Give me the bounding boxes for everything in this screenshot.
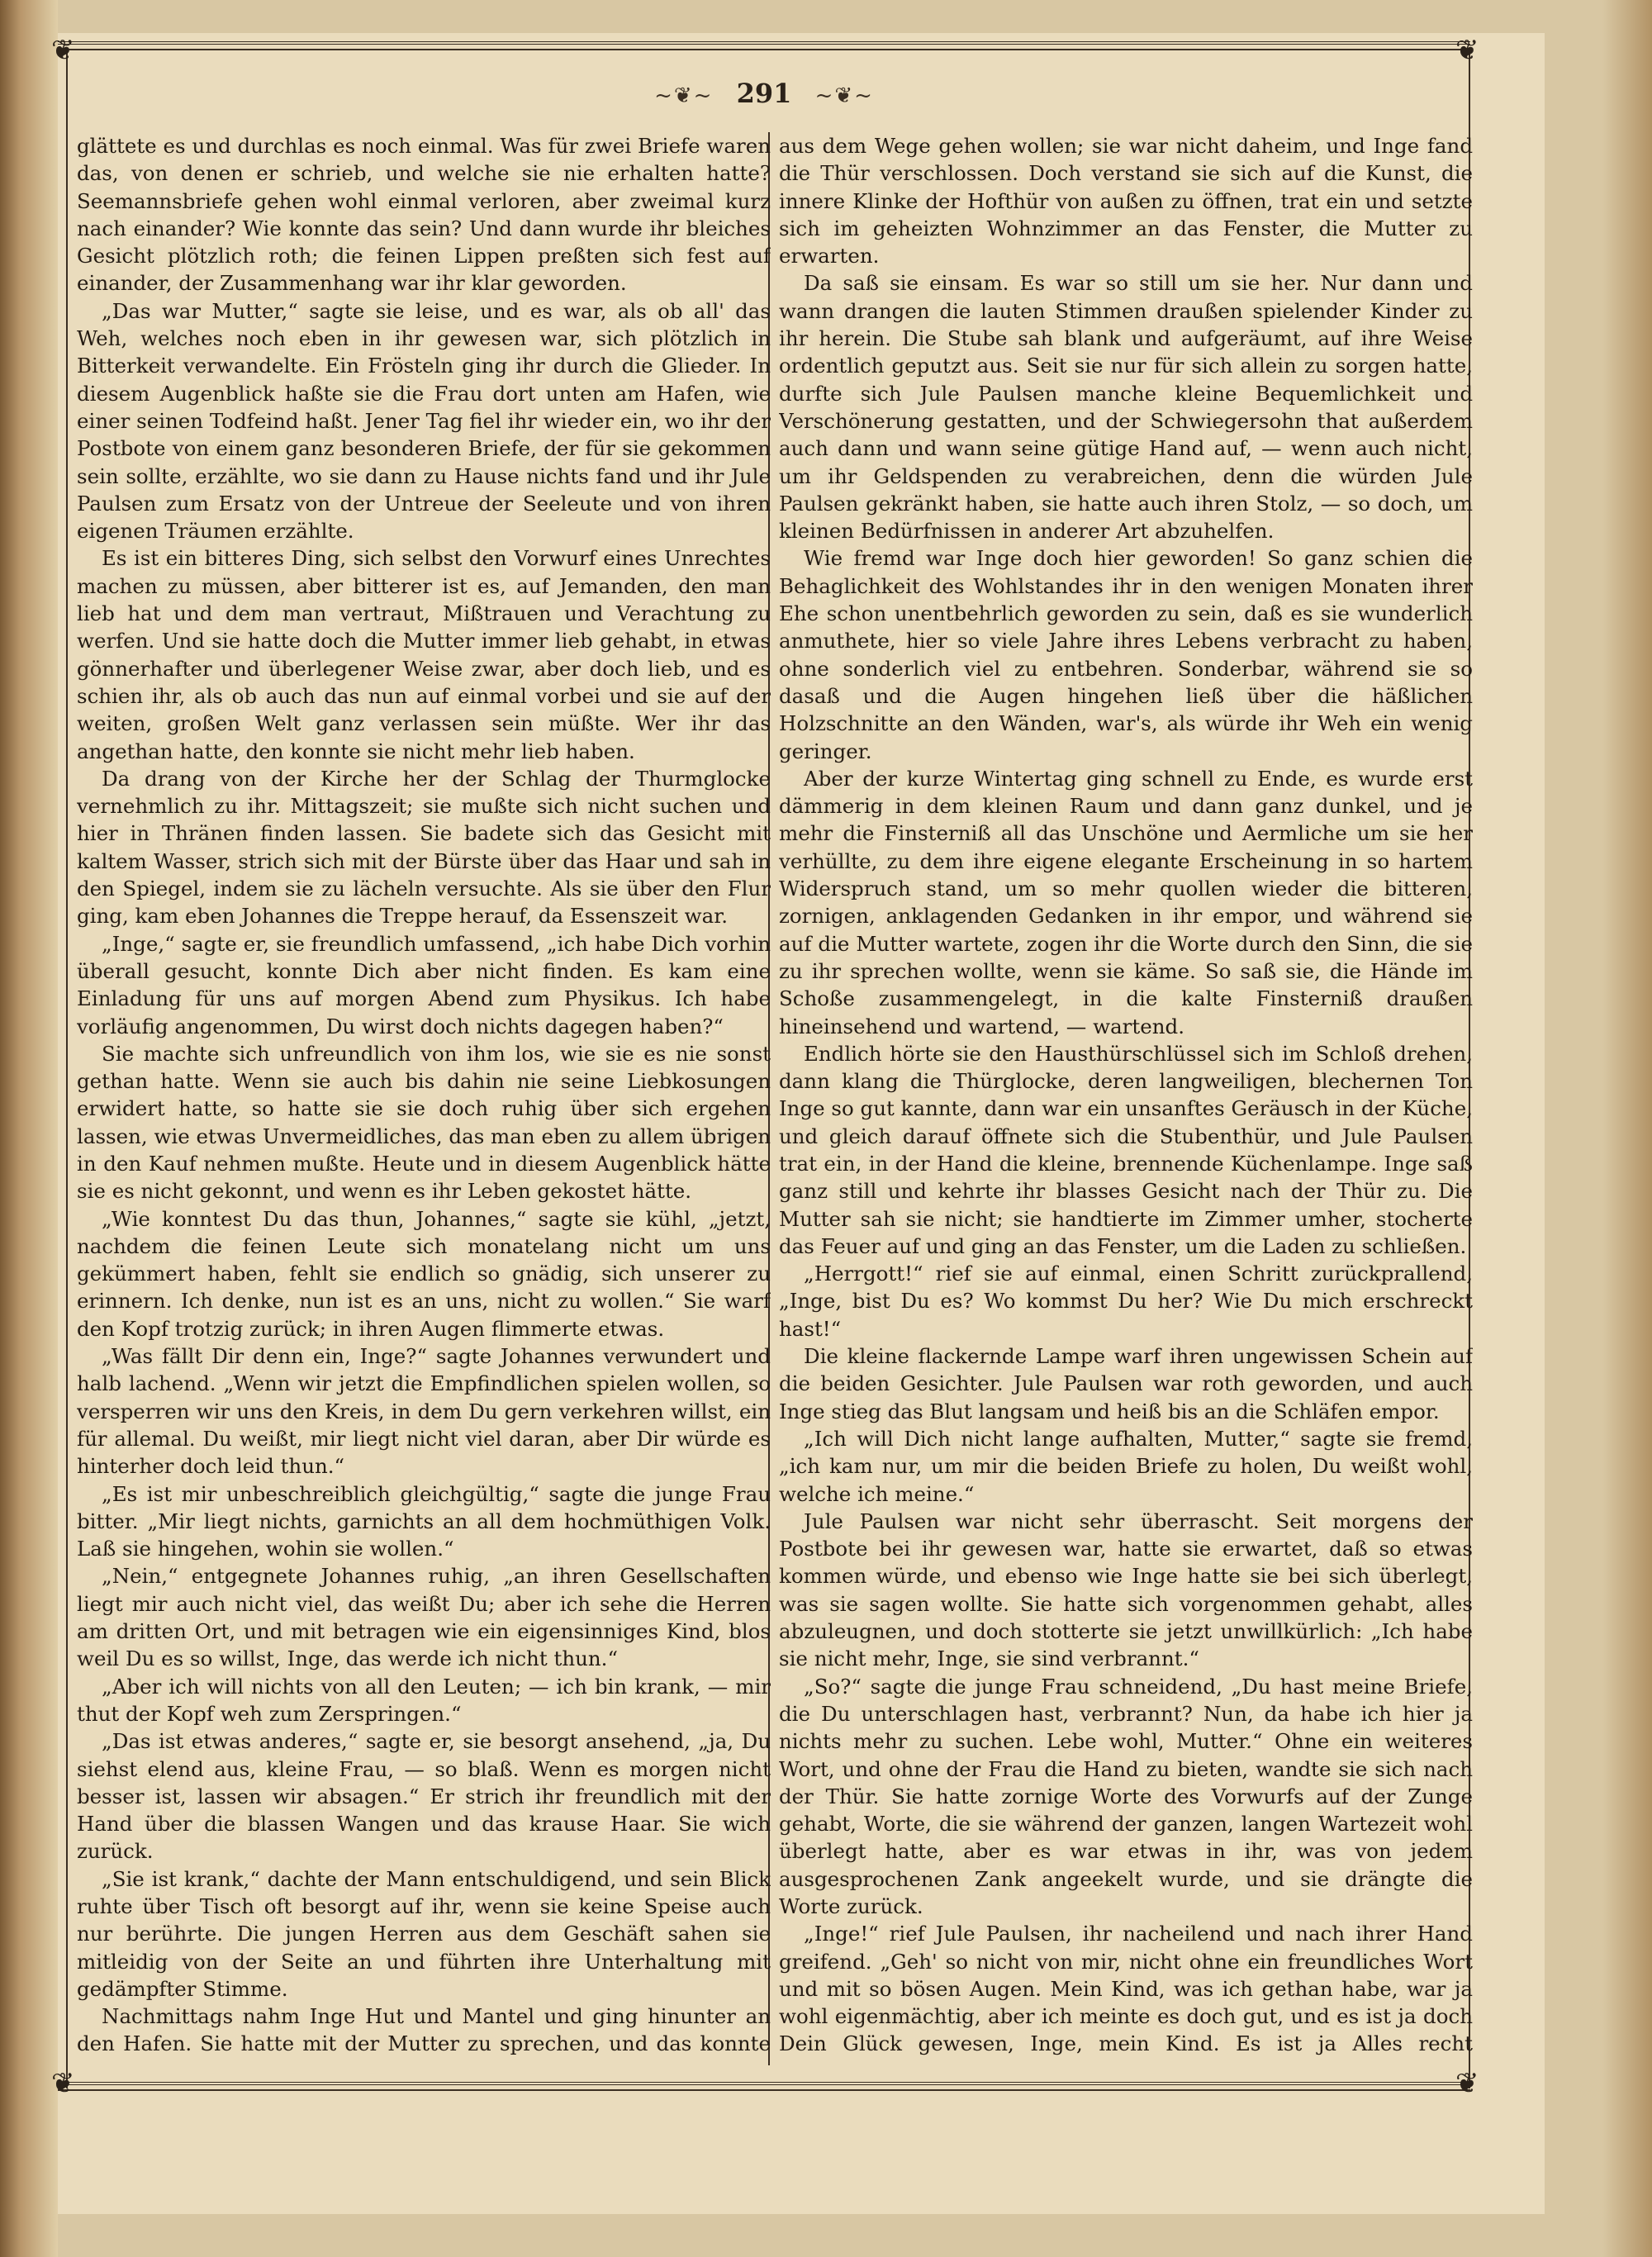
paragraph: „Aber ich will nichts von all den Leuten; — ich bin krank, — mir thut der Kopf weh zum Zerspringen.“ (77, 1674, 771, 1726)
paragraph: Aber der kurze Wintertag ging schnell zu Ende, es wurde erst dämmerig in dem kleinen Raum und dann ganz dunkel, und je mehr die Finsterniß all das Unschöne und Aermliche um sie her verhüllte, zu dem ihre eigene elegante Erscheinung in so hartem Widerspruch stand, um so mehr quollen wieder die bitteren, zornigen, anklagenden Gedanken in ihr empor, und während sie auf die Mutter wartete, zogen ihr die Worte durch den Sinn, die sie zu ihr sprechen wollte, wenn sie käme. So saß sie, die Hände im Schoße zusammengelegt, in die kalte Finsterniß draußen hineinsehend und wartend, — wartend. (779, 766, 1473, 1038)
bottom-rule (58, 2082, 1470, 2091)
paragraph: Da saß sie einsam. Es war so still um sie her. Nur dann und wann drangen die lauten Stimmen draußen spielender Kinder zu ihr herein. Die Stube sah blank und aufgeräumt, auf ihre Weise ordentlich geputzt aus. Seit sie nur für sich allein zu sorgen hatte, durfte sich Jule Paulsen manche kleine Bequemlichkeit und Verschönerung gestatten, und der Schwiegersohn that außerdem auch dann und wann seine gütige Hand auf, — wenn auch nicht, um ihr Geldspenden zu verabreichen, denn die würden Jule Paulsen gekränkt haben, sie hatte auch ihren Stolz, — so doch, um kleinen Bedürfnissen in anderer Art abzuhelfen. (779, 271, 1473, 544)
paragraph: „Ich will Dich nicht lange aufhalten, Mutter,“ sagte sie fremd, „ich kam nur, um mir die beiden Briefe zu holen, Du weißt wohl, welche ich meine.“ (779, 1426, 1473, 1506)
page-number: 291 (736, 78, 792, 109)
page-edge (1602, 0, 1652, 2257)
paragraph: „Was fällt Dir denn ein, Inge?“ sagte Johannes verwundert und halb lachend. „Wenn wir jetzt die Empfindlichen spielen wollen, so versperren wir uns den Kreis, in dem Du gern verkehren willst, ein für allemal. Du weißt, mir liegt nicht viel daran, aber Dir würde es hinterher doch leid thun.“ (77, 1344, 771, 1479)
paragraph: aus dem Wege gehen wollen; sie war nicht daheim, und Inge fand die Thür verschlossen. Doch verstand sie sich auf die Kunst, die innere Klinke der Hofthür von außen zu öffnen, trat ein und setzte sich im geheizten Wohnzimmer an das Fenster, die Mutter zu erwarten. (779, 134, 1473, 268)
corner-ornament-icon: ❦ (51, 34, 75, 67)
header-ornament-left: ~❦~ (654, 83, 714, 108)
paragraph: „Wie konntest Du das thun, Johannes,“ sagte sie kühl, „jetzt, nachdem die feinen Leute sich monatelang nicht um uns gekümmert haben, fehlt sie endlich so gnädig, sich unserer zu erinnern. Ich denke, nun ist es an uns, nicht zu wollen.“ Sie warf den Kopf trotzig zurück; in ihren Augen flimmerte etwas. (77, 1206, 771, 1341)
paragraph: Die kleine flackernde Lampe warf ihren ungewissen Schein auf die beiden Gesichter. Jule Paulsen war roth geworden, und auch Inge stieg das Blut langsam und heiß bis an die Schläfen empor. (779, 1344, 1473, 1423)
left-column (77, 132, 771, 2057)
left-rule (66, 48, 68, 2088)
top-rule (58, 41, 1470, 50)
paragraph: „So?“ sagte die junge Frau schneidend, „Du hast meine Briefe, die Du unterschlagen hast, verbrannt? Nun, da habe ich hier ja nichts mehr zu suchen. Lebe wohl, Mutter.“ Ohne ein weiteres Wort, und ohne der Frau die Hand zu bieten, wandte sie sich nach der Thür. Sie hatte zornige Worte des Vorwurfs auf der Zunge gehabt, Worte, die sie während der ganzen, langen Wartezeit wohl überlegt hatte, aber es war etwas in ihr, was von jedem ausgesprochenen Zank angeekelt wurde, und sie drängte die Worte zurück. (779, 1674, 1473, 1918)
corner-ornament-icon: ❦ (1455, 34, 1479, 67)
right-column (779, 132, 1473, 2057)
page-header (58, 78, 1470, 109)
paragraph: „Es ist mir unbeschreiblich gleichgültig,“ sagte die junge Frau bitter. „Mir liegt nichts, garnichts an all dem hochmüthigen Volk. Laß sie hingehen, wohin sie wollen.“ (77, 1481, 771, 1561)
paragraph: Nachmittags nahm Inge Hut und Mantel und ging hinunter an den Hafen. Sie hatte mit der Mutter zu sprechen, und das konnte (77, 2004, 771, 2056)
paragraph: „Nein,“ entgegnete Johannes ruhig, „an ihren Gesellschaften liegt mir auch nicht viel, das weißt Du; aber ich sehe die Herren am dritten Ort, und mit betragen wie ein eigensinniges Kind, blos weil Du es so willst, Inge, das werde ich nicht thun.“ (77, 1564, 771, 1671)
paragraph: „Sie ist krank,“ dachte der Mann entschuldigend, und sein Blick ruhte über Tisch oft besorgt auf ihr, wenn sie keine Speise auch nur berührte. Die jungen Herren aus dem Geschäft sahen sie mitleidig von der Seite an und führten ihre Unterhaltung mit gedämpfter Stimme. (77, 1866, 771, 2001)
paragraph: „Das war Mutter,“ sagte sie leise, und es war, als ob all' das Weh, welches noch eben in ihr gewesen war, sich plötzlich in Bitterkeit verwandelte. Ein Frösteln ging ihr durch die Glieder. In diesem Augenblick haßte sie die Frau dort unten am Hafen, wie einer seinen Todfeind haßt. Jener Tag fiel ihr wieder ein, wo ihr der Postbote von einem ganz besonderen Briefe, der für sie gekommen sein sollte, erzählte, wo sie dann zu Hause nichts fand und ihr Jule Paulsen zum Ersatz von der Untreue der Seeleute und von ihren eigenen Träumen erzählte. (77, 298, 771, 544)
paragraph: Wie fremd war Inge doch hier geworden! So ganz schien die Behaglichkeit des Wohlstandes ihr in den wenigen Monaten ihrer Ehe schon unentbehrlich geworden zu sein, daß es sie wunderlich anmuthete, hier so viele Jahre ihres Lebens verbracht zu haben, ohne sonderlich viel zu entbehren. Sonderbar, während sie so dasaß und die Augen hingehen ließ über die häßlichen Holzschnitte an den Wänden, war's, als würde ihr Weh ein wenig geringer. (779, 546, 1473, 763)
paragraph: „Inge,“ sagte er, sie freundlich umfassend, „ich habe Dich vorhin überall gesucht, konnte Dich aber nicht finden. Es kam eine Einladung für uns auf morgen Abend zum Physikus. Ich habe vorläufig angenommen, Du wirst doch nichts dagegen haben?“ (77, 931, 771, 1038)
paragraph: Jule Paulsen war nicht sehr überrascht. Seit morgens der Postbote bei ihr gewesen war, hatte sie erwartet, daß so etwas kommen würde, und ebenso wie Inge hatte sie bei sich überlegt, was sie sagen wollte. Sie hatte sich vorgenommen gehabt, alles abzuleugnen, und doch stotterte sie jetzt unwillkürlich: „Ich habe sie nicht mehr, Inge, sie sind verbrannt.“ (779, 1509, 1473, 1671)
corner-ornament-icon: ❦ (1455, 2067, 1479, 2100)
header-ornament-right: ~❦~ (814, 83, 874, 108)
paragraph: Sie machte sich unfreundlich von ihm los, wie sie es nie sonst gethan hatte. Wenn sie auch bis dahin nie seine Liebkosungen erwidert hatte, so hatte sie sie doch ruhig über sich ergehen lassen, wie etwas Unvermeidliches, das man eben zu allem übrigen in den Kauf nehmen mußte. Heute und in diesem Augenblick hätte sie es nicht gekonnt, und wenn es ihr Leben gekostet hätte. (77, 1041, 771, 1204)
paragraph: „Inge!“ rief Jule Paulsen, ihr nacheilend und nach ihrer Hand greifend. „Geh' so nicht von mir, nicht ohne ein freundliches Wort und mit so bösen Augen. Mein Kind, was ich gethan habe, war ja wohl eigenmächtig, aber ich meinte es doch gut, und es ist ja doch Dein Glück gewesen, Inge, mein Kind. Es ist ja Alles recht (779, 1922, 1473, 2056)
corner-ornament-icon: ❦ (51, 2067, 75, 2100)
paragraph: Endlich hörte sie den Hausthürschlüssel sich im Schloß drehen, dann klang die Thürglocke, deren langweiligen, blechernen Ton Inge so gut kannte, dann war ein unsanftes Geräusch in der Küche, und gleich darauf öffnete sich die Stubenthür, und Jule Paulsen trat ein, in der Hand die kleine, brennende Küchenlampe. Inge saß ganz still und kehrte ihr blasses Gesicht nach der Thür zu. Die Mutter sah sie nicht; sie handtierte im Zimmer umher, stocherte das Feuer auf und ging an das Fenster, um die Laden zu schließen. (779, 1041, 1473, 1258)
book-spine (0, 0, 58, 2257)
paragraph: „Das ist etwas anderes,“ sagte er, sie besorgt ansehend, „ja, Du siehst elend aus, kleine Frau, — so blaß. Wenn es morgen nicht besser ist, lassen wir absagen.“ Er strich ihr freundlich mit der Hand über die blassen Wangen und das krause Haar. Sie wich zurück. (77, 1729, 771, 1864)
paragraph: Es ist ein bitteres Ding, sich selbst den Vorwurf eines Unrechtes machen zu müssen, aber bitterer ist es, auf Jemanden, den man lieb hat und dem man vertraut, Mißtrauen und Verachtung zu werfen. Und sie hatte doch die Mutter immer lieb gehabt, in etwas gönnerhafter und überlegener Weise zwar, aber doch lieb, und es schien ihr, als ob auch das nun auf einmal vorbei und sie auf der weiten, großen Welt ganz verlassen sein müßte. Wer ihr das angethan hatte, den konnte sie nicht mehr lieb haben. (77, 546, 771, 763)
paragraph: glättete es und durchlas es noch einmal. Was für zwei Briefe waren das, von denen er schrieb, und welche sie nie erhalten hatte? Seemannsbriefe gehen wohl einmal verloren, aber zweimal kurz nach einander? Wie konnte das sein? Und dann wurde ihr bleiches Gesicht plötzlich roth; die feinen Lippen preßten sich fest auf einander, der Zusammenhang war ihr klar geworden. (77, 134, 771, 296)
paragraph: „Herrgott!“ rief sie auf einmal, einen Schritt zurückprallend, „Inge, bist Du es? Wo kommst Du her? Wie Du mich erschreckt hast!“ (779, 1262, 1473, 1341)
paragraph: Da drang von der Kirche her der Schlag der Thurmglocke vernehmlich zu ihr. Mittagszeit; sie mußte sich nicht suchen und hier in Thränen finden lassen. Sie badete sich das Gesicht mit kaltem Wasser, strich sich mit der Bürste über das Haar und sah in den Spiegel, indem sie zu lächeln versuchte. Als sie über den Flur ging, kam eben Johannes die Treppe herauf, da Essenszeit war. (77, 766, 771, 929)
